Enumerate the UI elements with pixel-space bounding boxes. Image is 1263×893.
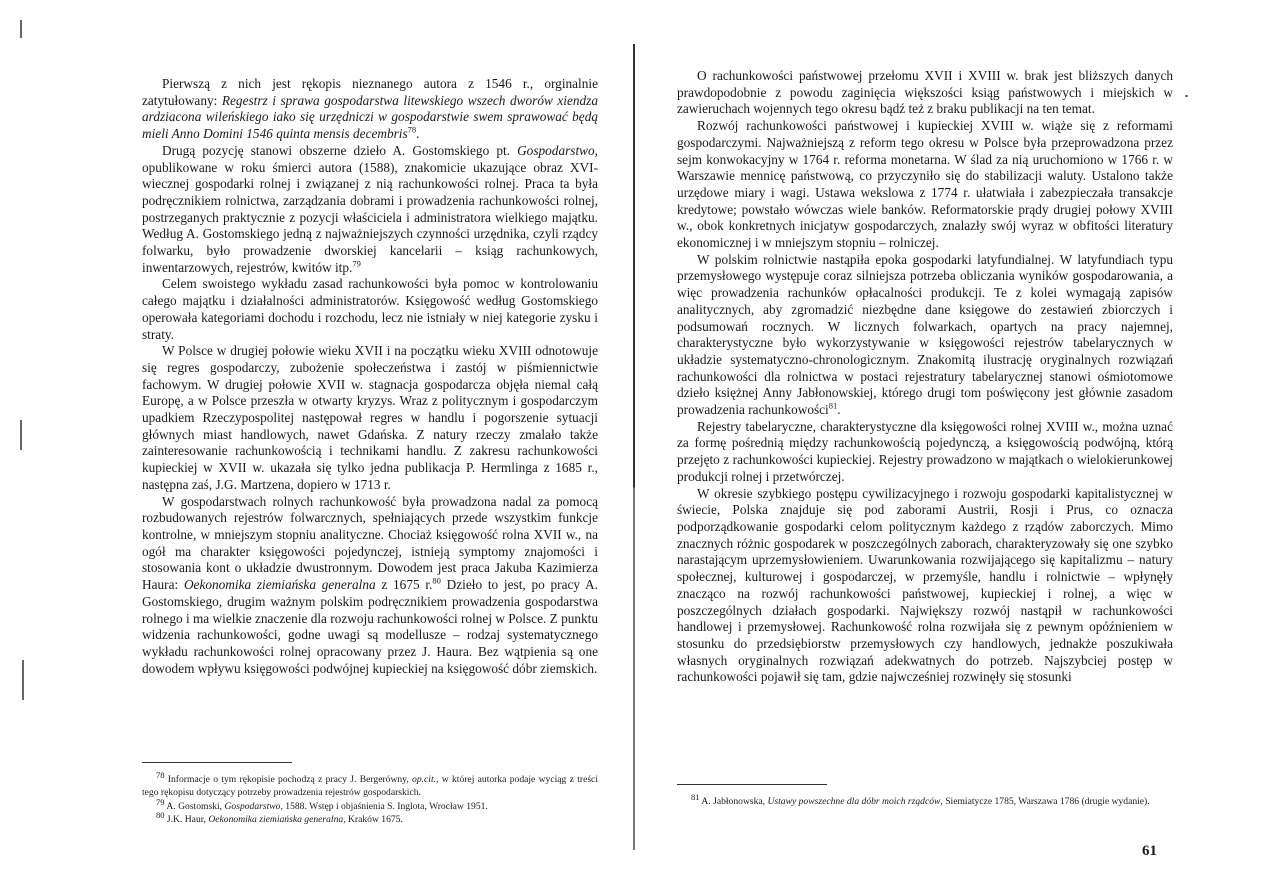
text-run: Pierwszą z nich jest rękopis nieznanego autora z 1546 r., orginalnie zatytułowany: bbox=[142, 76, 598, 108]
footnote-marker: 81 bbox=[828, 400, 838, 411]
paragraph bbox=[142, 76, 598, 143]
text-run: . bbox=[416, 126, 420, 142]
scan-edge-mark bbox=[20, 20, 22, 38]
footnote bbox=[142, 769, 598, 800]
text-run: O rachunkowości państwowej przełomu XVII i XVIII w. brak jest bliższych danych prawdopodobnie z powodu zaginięcia większości ksiąg państwowych i miejskich w zawieruchach wojennych tego okresu bądź też z braku publikacji na ten temat. bbox=[677, 68, 1173, 117]
footnote-marker: 80 bbox=[156, 809, 165, 820]
paragraph bbox=[677, 252, 1173, 419]
text-run: Rejestry tabelaryczne, charakterystyczne dla księgowości rolnej XVIII w., można uznać za formę pośrednią między rachunkowością pojedynczą, a księgowością podwójną, którą przejęto z rachunkowości kupieckiej. Rejestry prowadzono w majątkach o wielokierunkowej produkcji rolnej i przetwórczej. bbox=[677, 418, 1173, 484]
right-page-footnotes bbox=[677, 791, 1173, 808]
text-run: Informacje o tym rękopisie pochodzą z pracy J. Bergerówny, bbox=[164, 774, 413, 785]
footnote bbox=[142, 796, 598, 813]
left-page-footnotes bbox=[142, 769, 598, 826]
footnote-marker: 80 bbox=[432, 575, 441, 586]
text-run: , 1588. Wstęp i objaśnienia S. Inglota, Wrocław 1951. bbox=[280, 800, 488, 812]
paragraph bbox=[142, 343, 598, 493]
text-run: W Polsce w drugiej połowie wieku XVII i na początku wieku XVIII odnotowuje się regres gospodarczy, zubożenie społeczeństwa i zastój w piśmiennictwie fachowym. W drugiej połowie XVII w. stagnacja gospodarcza objęła niemal całą Europę, a w Polsce przeszła w otwarty kryzys. Wraz z politycznym i gospodarczym upadkiem Rzeczypospolitej następował regres w handlu i pogorszenie sytuacji głównych miast handlowych, nawet Gdańska. Z natury rzeczy zmalało także zainteresowanie rachunkowością i technikami handlu. Z zakresu rachunkowości kupieckiej w XVII w. ukazała się tylko jedna publikacja P. Hermlinga z 1685 r., następna zaś, J.G. Martzena, dopiero w 1713 r. bbox=[142, 343, 598, 492]
italic-title: Oekonomika ziemiańska generalna bbox=[208, 813, 344, 825]
paragraph bbox=[677, 118, 1173, 252]
book-gutter bbox=[633, 44, 635, 850]
text-run: J.K. Haur, bbox=[164, 813, 209, 825]
italic-title: op.cit. bbox=[412, 774, 437, 785]
text-run: . bbox=[837, 402, 841, 418]
text-run: , w której autorka podaje wyciąg z treści tego rękopisu dotyczący potrzeby prowadzenia rejestrów gospodarskich. bbox=[142, 774, 598, 799]
footnote-rule bbox=[677, 784, 827, 785]
text-run: A. Gostomski, bbox=[164, 800, 225, 812]
text-run: W okresie szybkiego postępu cywilizacyjnego i rozwoju gospodarki kapitalistycznej w świecie, Polska znajduje się pod zaborami Austrii, Rosji i Prus, co oznacza podporządkowanie gospodarki celom politycznym każdego z rządów zaborczych. Mimo znacznych różnic gospodarek w poszczególnych zaborach, charakteryzowały się one szybko narastającym uprzemysłowieniem. Uwarunkowania rozwijającego się kapitalizmu – natury społecznej, kulturowej i gospodarczej, w przemyśle, handlu i rolnictwie – wpłynęły znacząco na rozwój rachunkowości państwowej, kupieckiej i rolnej, a więc w poszczególnych działach gospodarki. Największy rozwój nastąpił w rachunkowości handlowej i przemysłowej. Rachunkowość rolna rozwijała się z pewnym opóźnieniem w stosunku do przedsiębiorstw przemysłowych czy handlowych, jednakże poszukiwała własnych oryginalnych rozwiązań adekwatnych do potrzeb. Najszybciej postęp w rachunkowości pojawił się tam, gdzie najwcześniej rozwinęły się stosunki bbox=[677, 485, 1173, 685]
footnote-marker: 78 bbox=[407, 124, 417, 135]
text-run: Rozwój rachunkowości państwowej i kupieckiej XVIII w. wiąże się z reformami gospodarczymi. Najważniejszą z reform tego okresu w Polsce była przeprowadzona przez sejm konwokacyjny w 1764 r. reforma monetarna. W ślad za nią uruchomiono w 1766 r. w Warszawie mennicę państwową, co przyczyniło się do stabilizacji waluty. Ustalono także urzędowe miary i wagi. Ustawa wekslowa z 1774 r. ułatwiała i zabezpieczała transakcje kredytowe; powstało wówczas wiele banków. Reformatorskie prądy drugiej połowy XVIII w., obok konkretnych inicjatyw gospodarczych, znalazły swój wyraz w obfitości literatury ekonomicznej i w mniejszym stopniu – rolniczej. bbox=[677, 118, 1173, 251]
paragraph bbox=[677, 486, 1173, 686]
text-run: z 1675 r. bbox=[375, 577, 433, 593]
footnote-marker: 79 bbox=[156, 796, 165, 807]
paragraph bbox=[142, 276, 598, 343]
paragraph bbox=[142, 494, 598, 678]
paragraph bbox=[142, 143, 598, 277]
text-run: W gospodarstwach rolnych rachunkowość była prowadzona nadal za pomocą rozbudowanych rejestrów folwarcznych, spełniających przede wszystkim funkcje kontrolne, w mniejszym stopniu analityczne. Chociaż księgowość rolna XVII w., na ogół ma charakter księgowości pojedynczej, istnieją symptomy znajomości i stosowania kont o układzie dwustronnym. Dowodem jest praca Jakuba Kazimierza Haura: bbox=[142, 493, 598, 593]
text-run: Celem swoistego wykładu zasad rachunkowości była pomoc w kontrolowaniu całego majątku i działalności administratorów. Księgowość według Gostomskiego operowała kategoriami dochodu i rozchodu, lecz nie istniały w niej kategorie zysku i straty. bbox=[142, 276, 598, 342]
footnote bbox=[677, 791, 1173, 808]
scan-speck bbox=[1185, 95, 1188, 97]
right-page-body bbox=[677, 68, 1173, 686]
text-run: Drugą pozycję stanowi obszerne dzieło A. Gostomskiego pt. bbox=[162, 142, 518, 158]
text-run: , opublikowane w roku śmierci autora (1588), znakomicie ukazujące obraz XVI-wiecznej gospodarki rolnej i związanej z nią rachunkowości rolnej. Praca ta była podręcznikiem rolnictwa, zarządzania dobrami i prowadzenia rachunkowości rolnej, postrzeganych praktycznie z pozycji właściciela i administratora wielkiego majątku. Według A. Gostomskiego jedną z najważniejszych czynności urzędnika, czyli rządcy folwarku, było prowadzenie dworskiej kancelarii – ksiąg rachunkowych, inwentarzowych, rejestrów, kwitów itp. bbox=[142, 142, 598, 275]
scan-edge-mark bbox=[20, 420, 22, 450]
paragraph bbox=[677, 68, 1173, 118]
text-run: A. Jabłonowska, bbox=[699, 796, 768, 807]
italic-title: Regestrz i sprawa gospodarstwa litewskiego wszech dworów xiendza ardziacona wileńskiego iako się urzędniczi w gospodarstwie swem sprawować będą mieli Anno Domini 1546 quinta mensis decembris bbox=[142, 92, 599, 142]
paragraph bbox=[677, 419, 1173, 486]
footnote-marker: 78 bbox=[156, 769, 165, 780]
footnote bbox=[142, 809, 598, 826]
italic-title: Oekonomika ziemiańska generalna bbox=[183, 577, 376, 593]
left-page-body bbox=[142, 76, 598, 677]
text-run: , Siemiatycze 1785, Warszawa 1786 (drugie wydanie). bbox=[940, 796, 1150, 807]
text-run: , Kraków 1675. bbox=[343, 813, 403, 825]
text-run: Dzieło to jest, po pracy A. Gostomskiego, drugim ważnym polskim podręcznikiem prowadzenia gospodarstwa rolnego i ma wielkie znaczenie dla rozwoju rachunkowości rolnej w Polsce. Z punktu widzenia rachunkowości, godne uwagi są modellusze – rodzaj systematycznego wykładu rachunkowości rolnej opracowany przez J. Haura. Bez wątpienia są one dowodem wpływu księgowości podwójnej kupieckiej na księgowość dóbr ziemskich. bbox=[142, 577, 599, 676]
footnote-marker: 81 bbox=[691, 791, 700, 802]
text-run: W polskim rolnictwie nastąpiła epoka gospodarki latyfundialnej. W latyfundiach typu przemysłowego występuje coraz silniejsza potrzeba obliczania wyników gospodarowania, a więc prowadzenia rachunków opłacalności produkcji. Te z kolei wymagają zapisów analitycznych, aby zgromadzić niezbędne dane księgowe do zestawień zbiorczych i podsumowań rocznych. W licznych folwarkach, opartych na pracy najemnej, charakterystyczne było wykorzystywanie w księgowości rejestrów tabelarycznych w układzie systematyczno-chronologicznym. Znakomitą ilustrację oryginalnych rozwiązań rachunkowości dla rolnictwa w postaci rejestratury tabelarycznej stanowi ośmiotomowe dzieło księżnej Anny Jabłonowskiej, którego drugi tom poświęcony jest głównie zasadom prowadzenia rachunkowości bbox=[677, 251, 1173, 418]
italic-title: Ustawy powszechne dla dóbr moich rządców bbox=[767, 796, 941, 807]
page-number: 61 bbox=[1142, 843, 1157, 859]
footnote-marker: 79 bbox=[352, 258, 361, 269]
italic-title: Gospodarstwo bbox=[224, 800, 281, 812]
footnote-rule bbox=[142, 762, 292, 763]
italic-title: Gospodarstwo bbox=[517, 142, 595, 158]
scan-edge-mark bbox=[22, 660, 24, 700]
